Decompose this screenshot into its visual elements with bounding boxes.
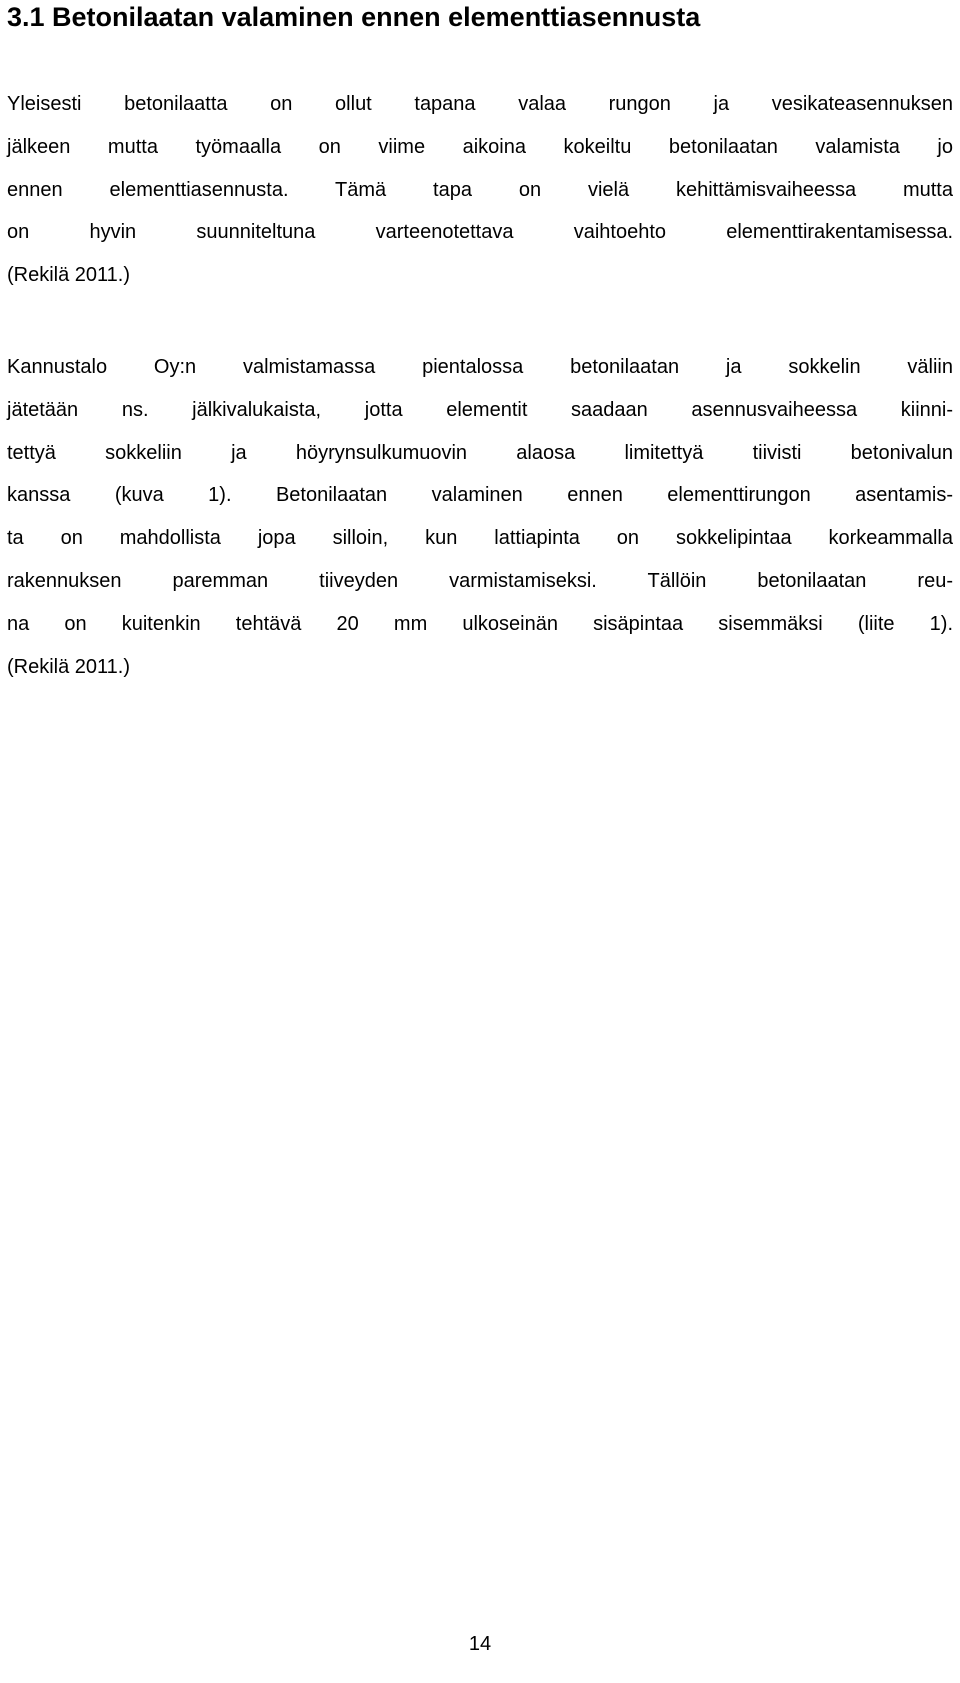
paragraph-line: jälkeen mutta työmaalla on viime aikoina kokeiltu betonilaatan valamista jo (7, 135, 953, 158)
paragraph-line: ta on mahdollista jopa silloin, kun lattiapinta on sokkelipintaa korkeammalla (7, 527, 953, 550)
paragraph-intro (7, 83, 953, 297)
paragraph-line: (Rekilä 2011.) (7, 264, 131, 287)
section-heading: 3.1 Betonilaatan valaminen ennen elementtiasennusta (7, 2, 701, 32)
paragraph-line: rakennuksen paremman tiiveyden varmistamiseksi. Tällöin betonilaatan reu- (7, 569, 953, 592)
paragraph-line: on hyvin suunniteltuna varteenotettava vaihtoehto elementtirakentamisessa. (7, 221, 953, 244)
paragraph-line: jätetään ns. jälkivalukaista, jotta elementit saadaan asennusvaiheessa kiinni- (7, 398, 953, 421)
paragraph-line: kanssa (kuva 1). Betonilaatan valaminen ennen elementtirungon asentamis- (7, 484, 953, 507)
paragraph-line: na on kuitenkin tehtävä 20 mm ulkoseinän sisäpintaa sisemmäksi (liite 1). (7, 612, 953, 635)
paragraph-line: (Rekilä 2011.) (7, 655, 131, 678)
paragraph-line: Kannustalo Oy:n valmistamassa pientalossa betonilaatan ja sokkelin väliin (7, 356, 953, 378)
page-number: 14 (468, 1633, 492, 1655)
paragraph-line: tettyä sokkeliin ja höyrynsulkumuovin alaosa limitettyä tiivisti betonivalun (7, 441, 953, 464)
paragraph-line: ennen elementtiasennusta. Tämä tapa on vielä kehittämisvaiheessa mutta (7, 178, 953, 201)
paragraph-line: Yleisesti betonilaatta on ollut tapana valaa rungon ja vesikateasennuksen (7, 93, 953, 115)
paragraph-kannustalo (7, 346, 953, 688)
